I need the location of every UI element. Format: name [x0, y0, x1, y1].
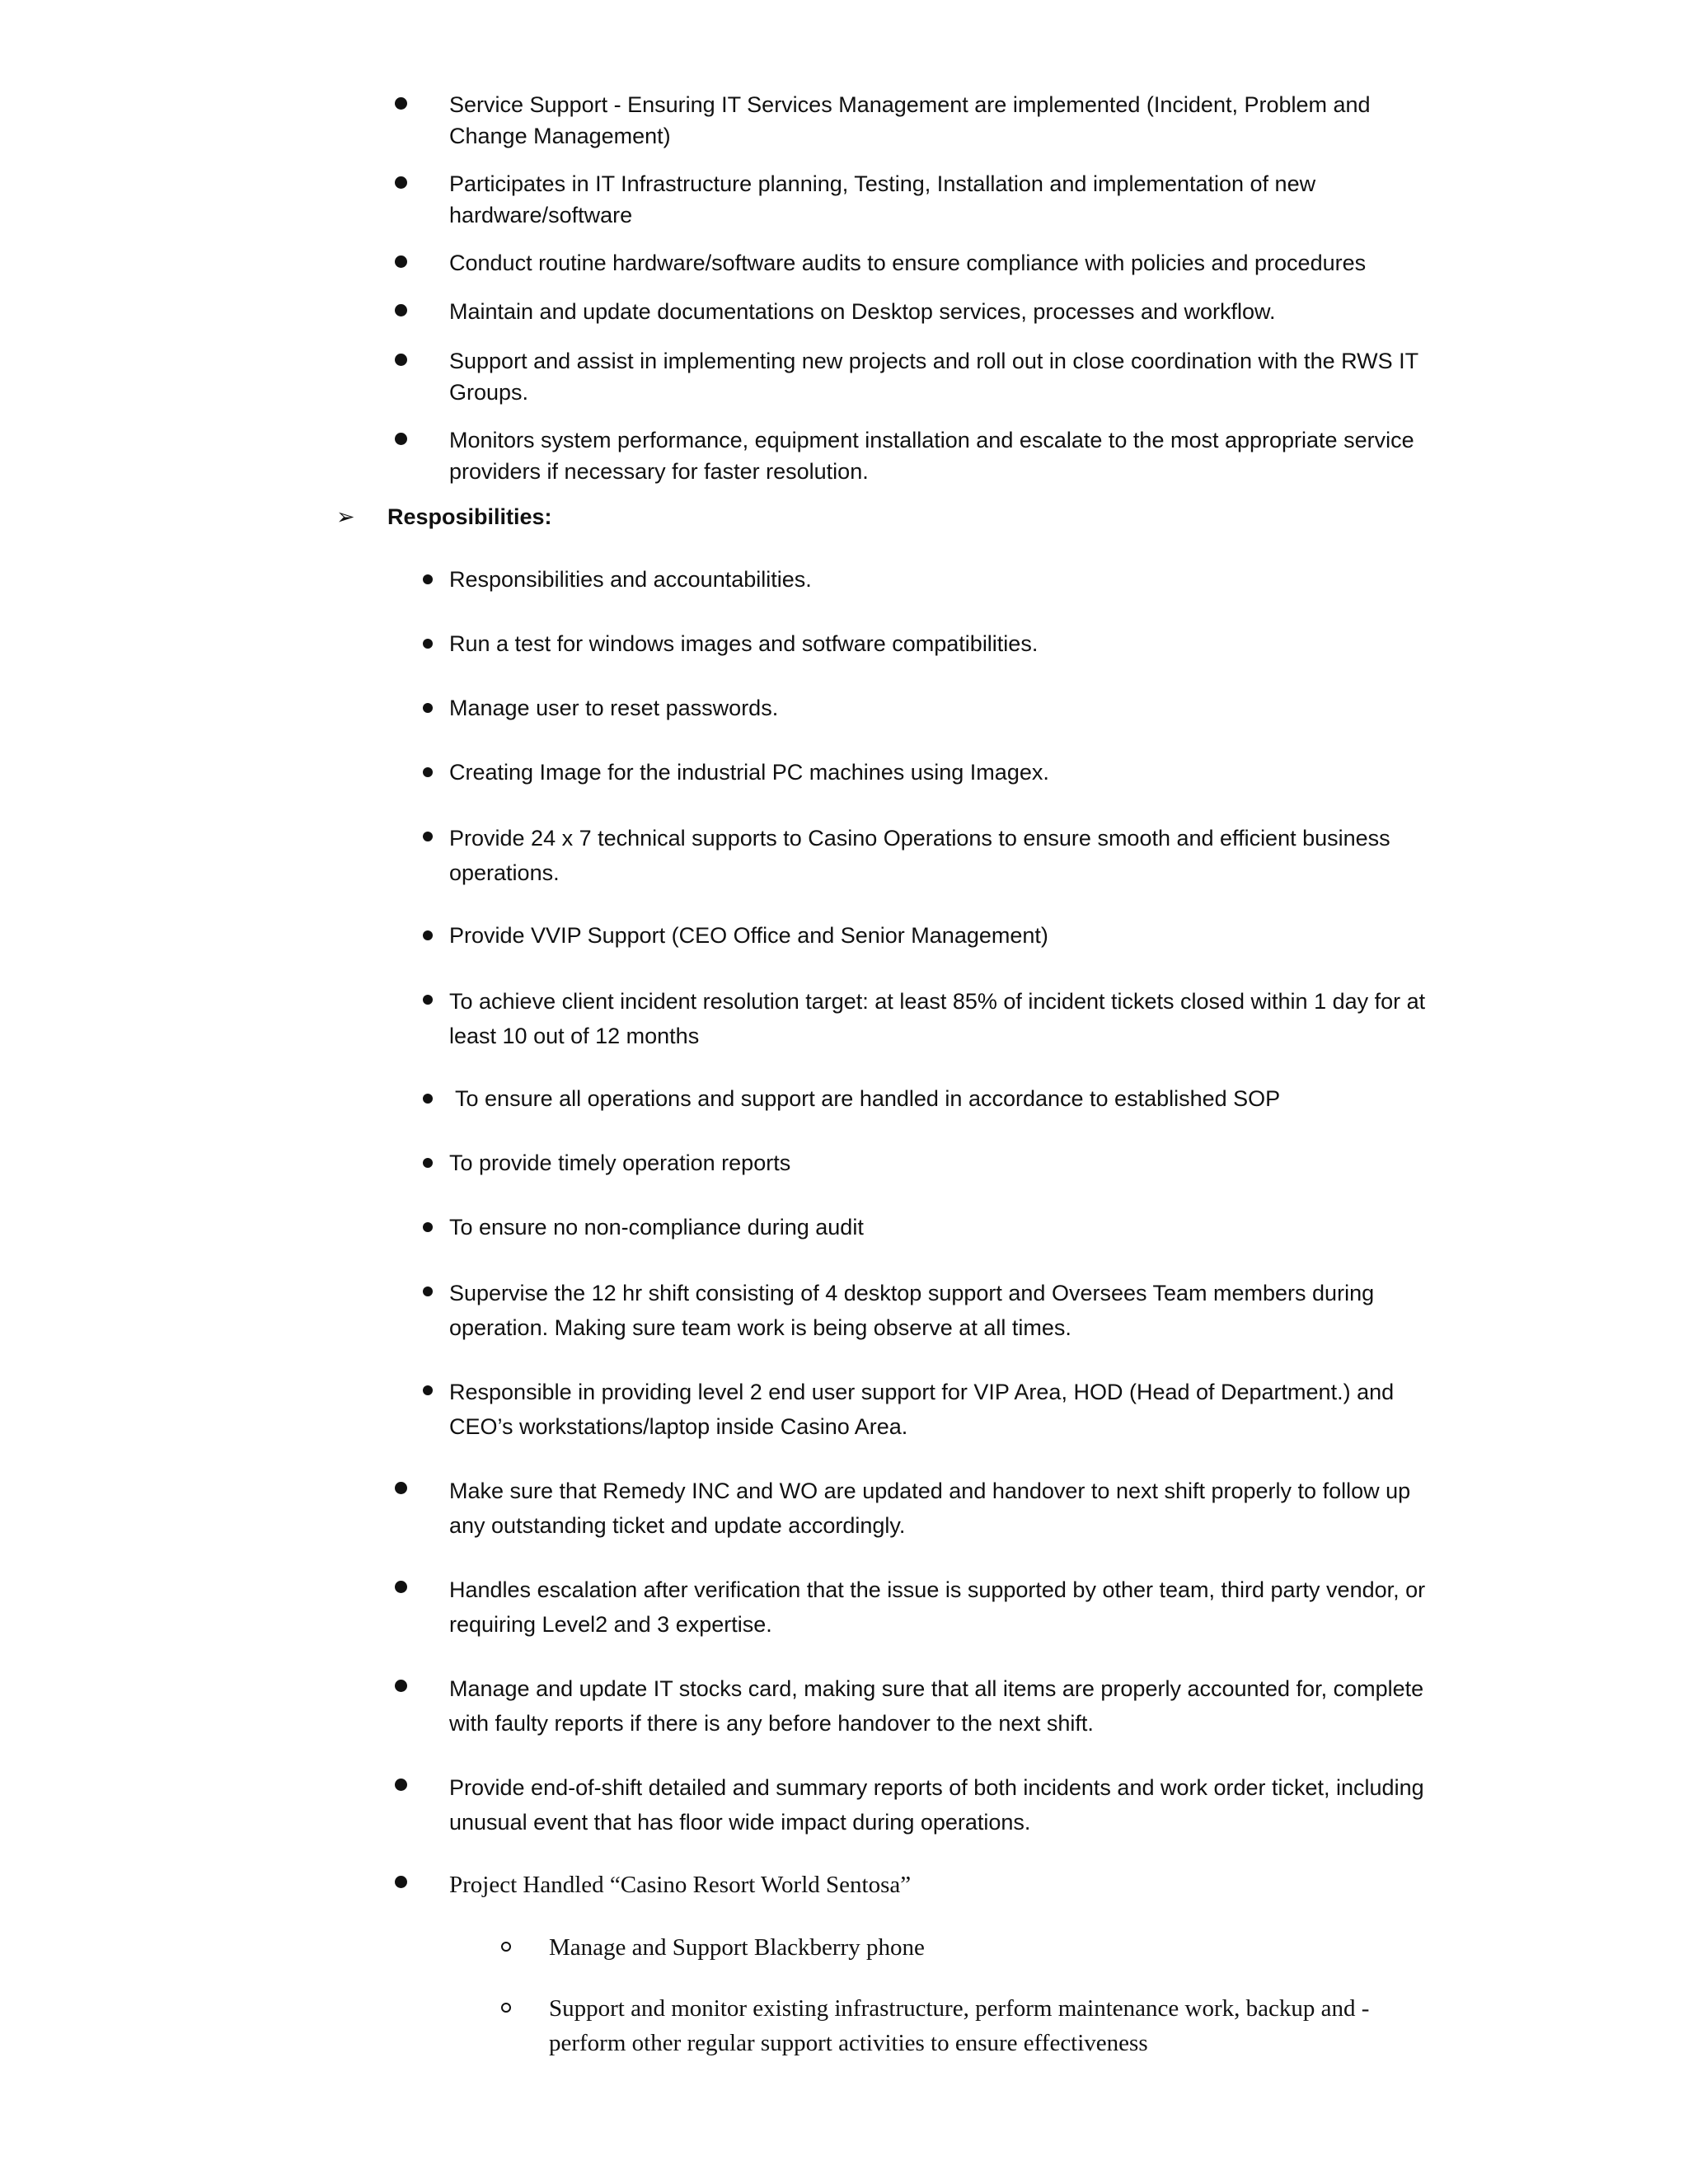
bullet-icon: [423, 639, 433, 649]
list-item-text: Responsibilities and accountabilities.: [449, 567, 812, 592]
list-item-text: Conduct routine hardware/software audits to ensure compliance with policies and procedures: [449, 251, 1367, 275]
list-item: [449, 1572, 1438, 1642]
list-item-text: Monitors system performance, equipment installation and escalate to the most appropriate service providers if necessary for faster resolution.: [449, 428, 1414, 484]
section-heading: [336, 501, 552, 532]
list-item-text: Participates in IT Infrastructure planning, Testing, Installation and implementation of new hardware/software: [449, 171, 1316, 227]
bullet-icon: [395, 304, 407, 316]
list-item: [449, 757, 1438, 788]
bullet-icon: [423, 574, 433, 584]
list-item-text: To ensure all operations and support are handled in accordance to established SOP: [449, 1086, 1281, 1111]
bullet-icon: [423, 1286, 433, 1296]
list-item-text: Manage user to reset passwords.: [449, 696, 779, 720]
list-item: [449, 984, 1438, 1053]
list-item-text: Manage and Support Blackberry phone: [549, 1934, 925, 1961]
bullet-icon: [423, 930, 433, 940]
list-item: [449, 692, 1438, 724]
list-item-text: Make sure that Remedy INC and WO are updated and handover to next shift properly to follow up any outstanding ticket and update accordingly.: [449, 1479, 1411, 1538]
list-item-text: Support and assist in implementing new projects and roll out in close coordination with the RWS IT Groups.: [449, 349, 1418, 405]
list-item: [449, 821, 1438, 890]
list-item: [449, 296, 1438, 327]
list-item: [449, 1770, 1438, 1840]
list-item: [449, 345, 1438, 408]
bullet-icon: [395, 176, 407, 189]
bullet-icon: [423, 1385, 433, 1395]
bullet-icon: [395, 1779, 407, 1791]
list-item: [449, 168, 1438, 231]
bullet-icon: [395, 1876, 407, 1888]
list-item: [449, 89, 1438, 152]
list-item-text: Run a test for windows images and sotfware compatibilities.: [449, 631, 1039, 656]
list-item-text: Provide end-of-shift detailed and summary reports of both incidents and work order ticket, including unusual event that has floor wide impact during operations.: [449, 1775, 1424, 1835]
bullet-icon: [395, 433, 407, 445]
list-item: [449, 1276, 1438, 1345]
list-item-text: To provide timely operation reports: [449, 1151, 791, 1175]
bullet-icon: [423, 1222, 433, 1232]
list-item-text: Service Support - Ensuring IT Services Management are implemented (Incident, Problem and Change Management): [449, 92, 1371, 148]
bullet-icon: [423, 832, 433, 841]
list-item: [449, 424, 1438, 487]
list-item-text: To ensure no non-compliance during audit: [449, 1215, 864, 1240]
list-item-text: Responsible in providing level 2 end user support for VIP Area, HOD (Head of Department.) and CEO’s workstations/laptop inside Casino Area.: [449, 1380, 1395, 1439]
list-item: [449, 564, 1438, 595]
list-item: [449, 1212, 1438, 1243]
bullet-icon: [423, 767, 433, 777]
bullet-icon: [395, 1680, 407, 1692]
bullet-icon: [423, 995, 433, 1005]
sub-list-item: [549, 1991, 1431, 2060]
list-item-text: Project Handled “Casino Resort World Sentosa”: [449, 1872, 912, 1898]
list-item: [449, 1474, 1438, 1543]
section-heading-text: Resposibilities:: [387, 504, 552, 529]
list-item-text: Handles escalation after verification that the issue is supported by other team, third party vendor, or requiring Level2 and 3 expertise.: [449, 1577, 1426, 1637]
list-item: [449, 1083, 1438, 1114]
bullet-icon: [395, 97, 407, 110]
list-item-text: Supervise the 12 hr shift consisting of 4 desktop support and Oversees Team members during operation. Making sure team work is being observe at all times.: [449, 1281, 1375, 1340]
arrowhead-bullet-icon: ➢: [336, 504, 355, 529]
list-item: [449, 628, 1438, 659]
bullet-icon: [423, 1158, 433, 1168]
bullet-icon: [395, 1581, 407, 1593]
list-item-text: Creating Image for the industrial PC machines using Imagex.: [449, 760, 1049, 785]
list-item-text: Manage and update IT stocks card, making sure that all items are properly accounted for, complete with faulty reports if there is any before handover to the next shift.: [449, 1676, 1424, 1736]
bullet-icon: [423, 703, 433, 713]
bullet-icon: [423, 1094, 433, 1104]
list-item-text: To achieve client incident resolution target: at least 85% of incident tickets closed within 1 day for at least 10 out of 12 months: [449, 989, 1426, 1048]
list-item-text: Provide VVIP Support (CEO Office and Senior Management): [449, 923, 1048, 948]
list-item: [449, 1868, 1438, 1902]
list-item-text: Support and monitor existing infrastructure, perform maintenance work, backup and -perform other regular support activities to ensure effectiveness: [549, 1995, 1370, 2056]
hollow-bullet-icon: [501, 2003, 511, 2013]
list-item: [449, 1375, 1438, 1444]
hollow-bullet-icon: [501, 1942, 511, 1952]
list-item: [449, 1671, 1438, 1741]
list-item-text: Provide 24 x 7 technical supports to Casino Operations to ensure smooth and efficient business operations.: [449, 826, 1390, 885]
bullet-icon: [395, 354, 407, 366]
bullet-icon: [395, 1482, 407, 1494]
sub-list-item: [549, 1930, 1439, 1965]
list-item-text: Maintain and update documentations on Desktop services, processes and workflow.: [449, 299, 1276, 324]
list-item: [449, 920, 1438, 951]
bullet-icon: [395, 255, 407, 268]
list-item: [449, 1147, 1438, 1179]
list-item: [449, 247, 1438, 279]
